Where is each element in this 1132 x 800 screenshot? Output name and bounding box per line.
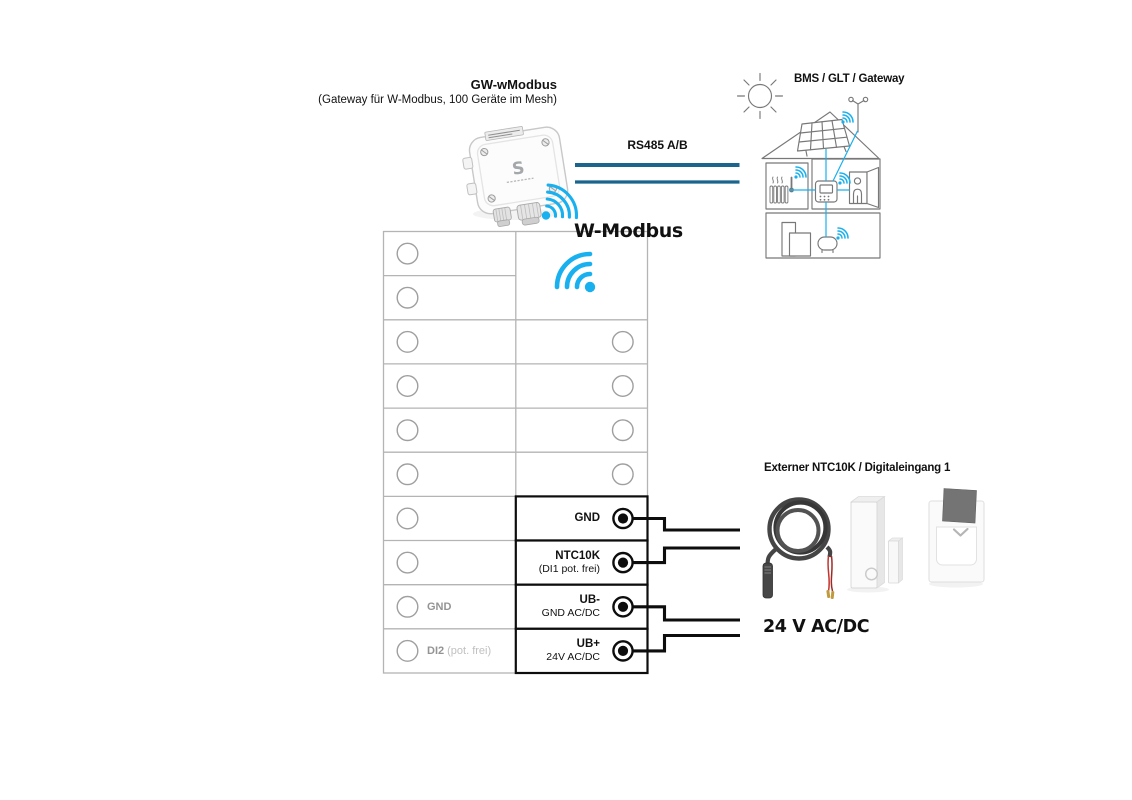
terminal-label-main: UB- — [579, 593, 600, 606]
left-terminal-main: DI2 — [427, 644, 445, 657]
rs485-bus-lines — [575, 165, 740, 182]
door-contact-sensor — [851, 497, 903, 589]
antenna-icon — [849, 97, 868, 132]
terminal-label-main: UB+ — [576, 637, 600, 650]
left-terminal-main: GND — [427, 600, 452, 613]
mounting-tab — [467, 183, 478, 195]
ntc-probe — [763, 563, 773, 598]
wifi-icon-wmodbus — [557, 254, 595, 292]
left-terminal-sub: (pot. frei) — [447, 644, 492, 657]
gateway-title: GW-wModbus — [470, 77, 557, 92]
left-terminal-label-gnd — [427, 601, 454, 614]
terminal-label-main: NTC10K — [555, 549, 600, 562]
sun-icon — [738, 74, 783, 119]
wifi-icon-fan-unit — [836, 228, 848, 240]
solar-panel-icon — [798, 120, 850, 157]
bms-glt-gateway-label: BMS / GLT / Gateway — [794, 73, 905, 85]
building-illustration — [738, 74, 881, 259]
wifi-icon-door — [838, 173, 850, 185]
terminal-label-ub-plus — [500, 638, 600, 664]
wifi-icon-solar — [841, 112, 853, 124]
key-card-holder — [929, 489, 984, 583]
device-logo-letter: S — [510, 158, 526, 180]
boiler-icon — [782, 223, 811, 257]
terminal-label-sub: (DI1 pot. frei) — [538, 562, 600, 575]
terminal-label-ntc10k — [500, 550, 600, 576]
terminal-label-sub: GND AC/DC — [541, 606, 600, 619]
left-terminal-label-di2 — [427, 645, 491, 658]
key-card — [943, 489, 977, 524]
terminal-wires — [633, 519, 740, 651]
gateway-subtitle: (Gateway für W-Modbus, 100 Geräte im Mesh) — [318, 94, 557, 106]
power-supply-label: 24 V AC/DC — [763, 617, 870, 637]
ntc-cable-sensor — [763, 500, 834, 600]
terminal-label-gnd — [500, 512, 600, 525]
mounting-tab — [463, 157, 474, 169]
rs485-bus-label: RS485 A/B — [627, 138, 688, 152]
thermostat-icon — [816, 181, 838, 202]
wifi-icon-radiator — [794, 167, 806, 179]
fan-unit-icon — [818, 237, 837, 253]
terminal-label-main: GND — [574, 512, 600, 524]
external-input-label: Externer NTC10K / Digitaleingang 1 — [764, 462, 951, 474]
terminal-label-sub: 24V AC/DC — [546, 650, 600, 663]
terminal-label-ub-minus — [500, 594, 600, 620]
door-person-icon — [850, 168, 879, 208]
wmodbus-label: W-Modbus — [574, 220, 683, 242]
